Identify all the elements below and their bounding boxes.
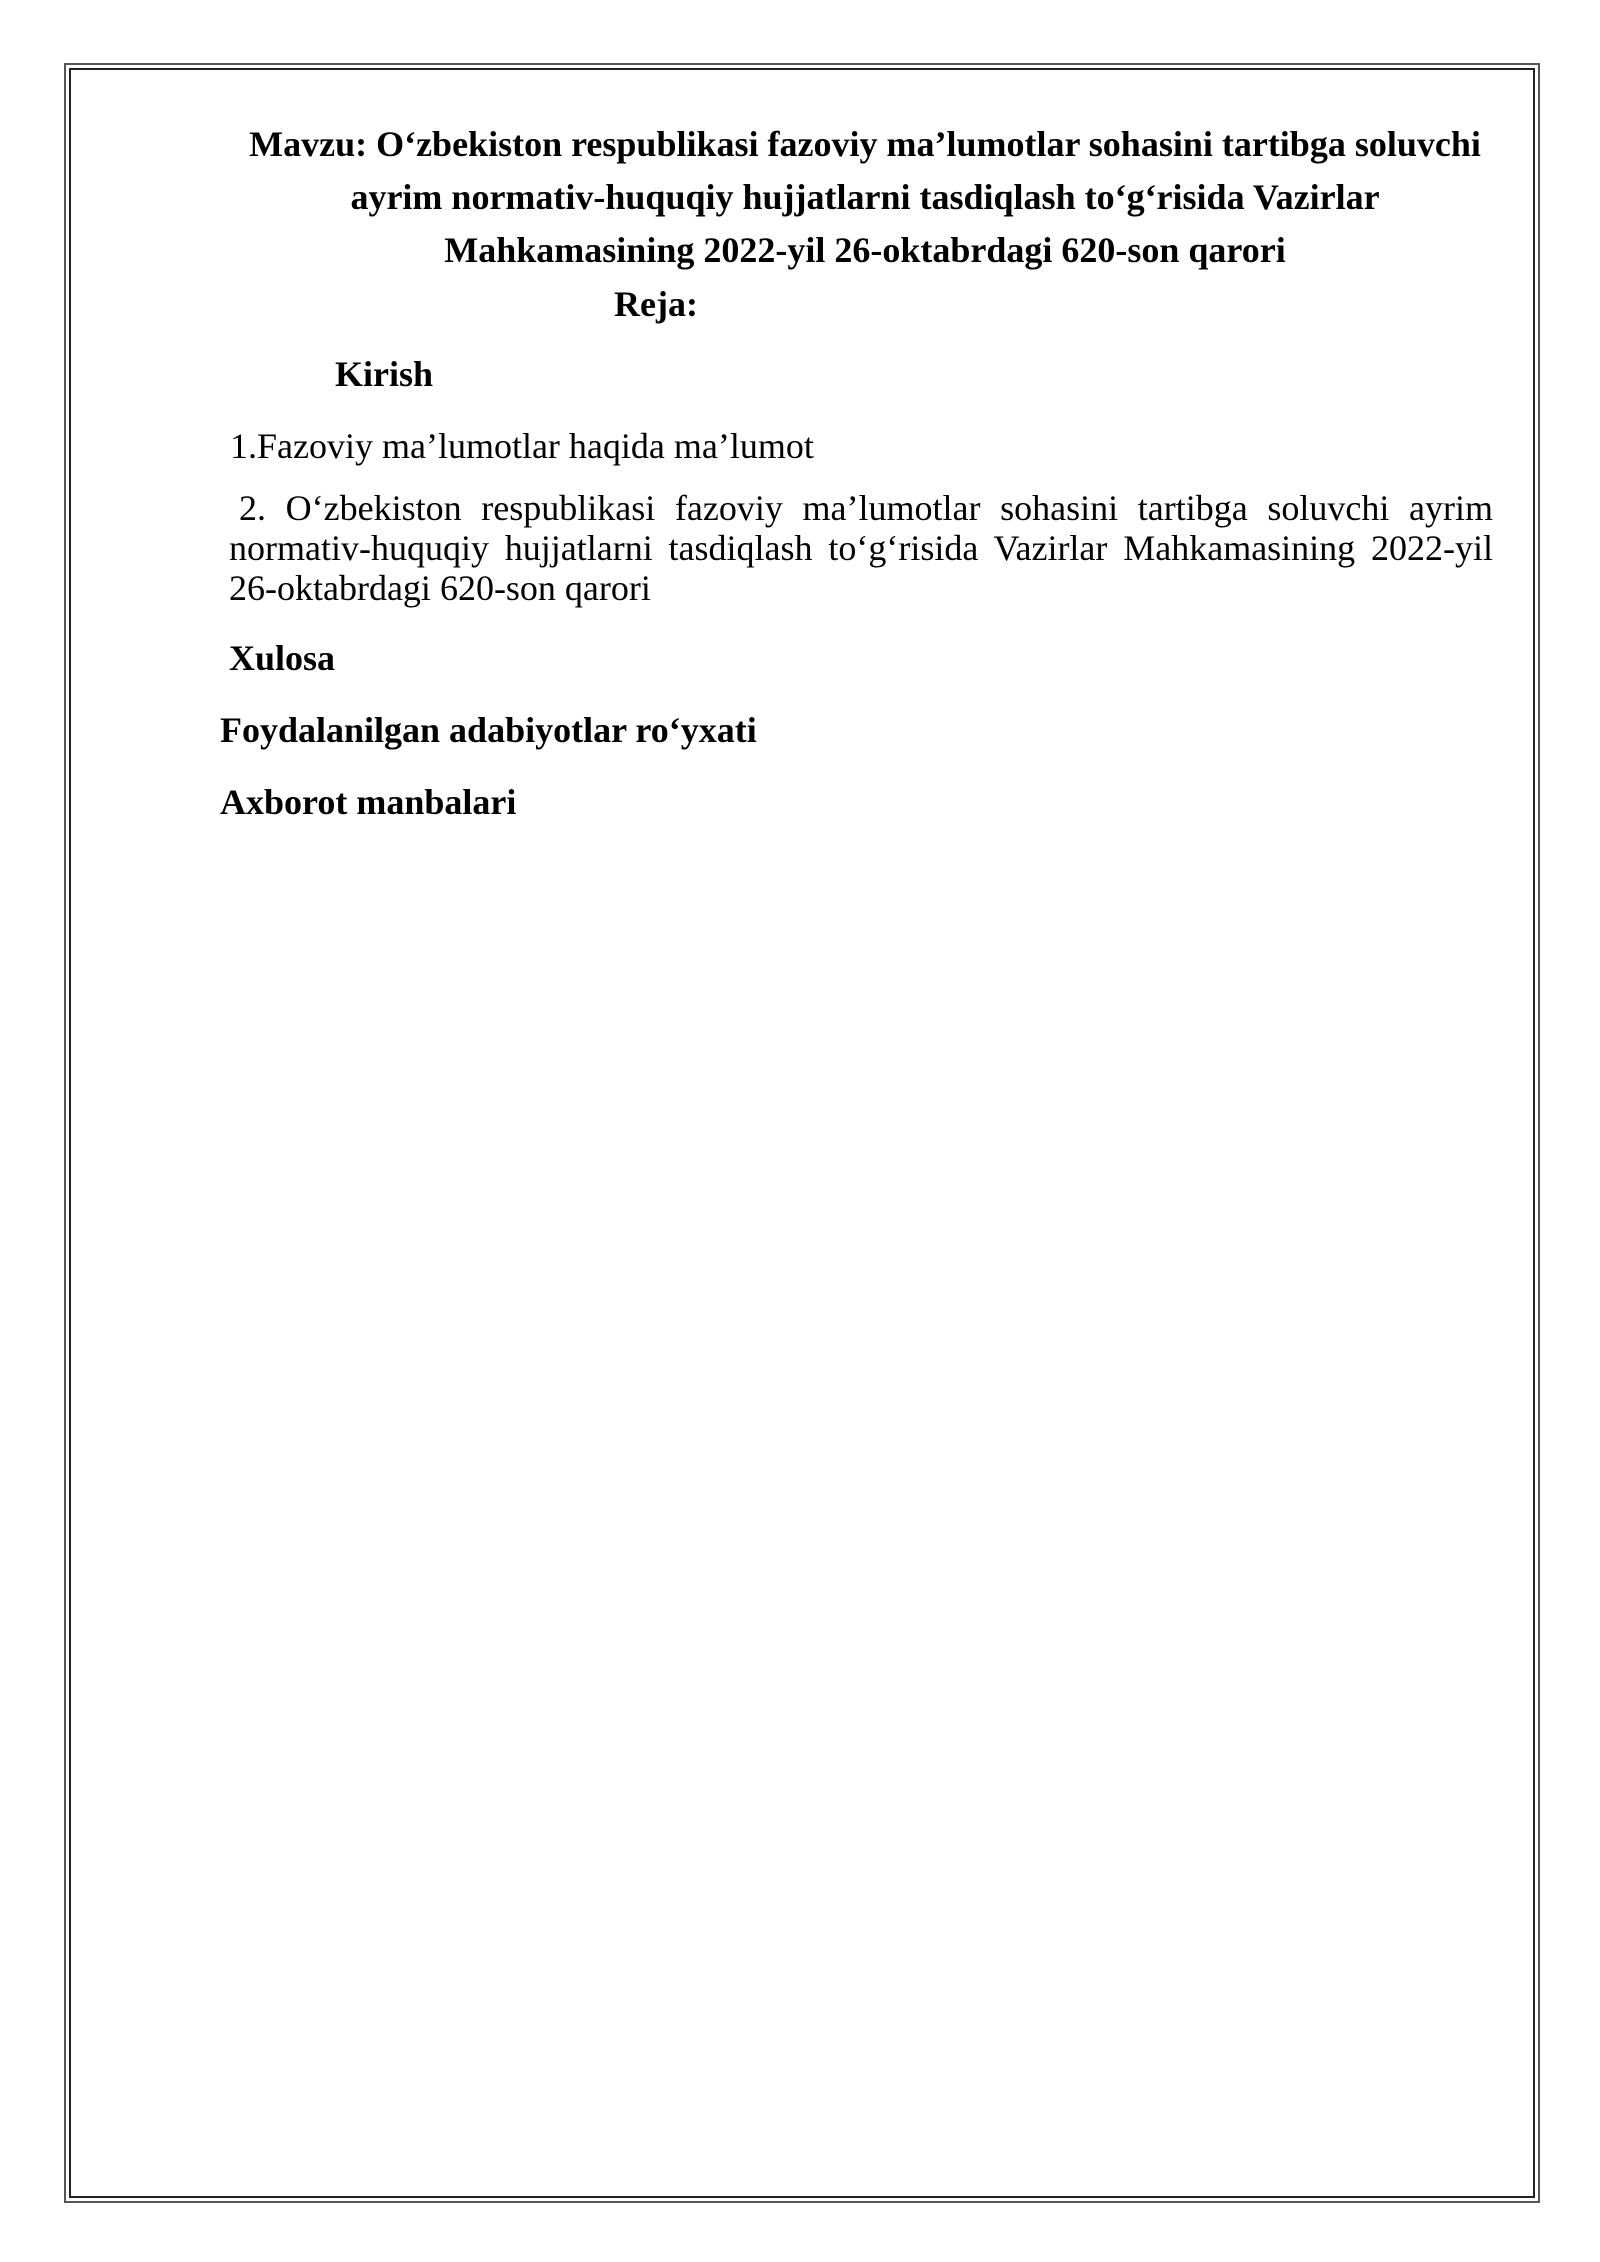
document-title: Mavzu: O‘zbekiston respublikasi fazoviy ma’lumotlar sohasini tartibga soluvchi ayrim normativ-huquqiy hujjatlarni tasdiqlash to‘g‘risida Vazirlar Mahkamasining 2022-yil 26-oktabrdagi 620-son qarori [249, 124, 1481, 270]
plan-item-2: 2. O‘zbekiston respublikasi fazoviy ma’lumotlar sohasini tartibga soluvchi ayrim normativ-huquqiy hujjatlarni tasdiqlash to‘g‘risida Vazirlar Mahkamasining 2022-yil 26-oktabrdagi 620-son qarori [229, 488, 1493, 608]
page-border-inner [69, 68, 1535, 2198]
section-introduction: Kirish [335, 354, 434, 394]
section-references: Foydalanilgan adabiyotlar ro‘yxati [220, 710, 757, 750]
plan-item-1: 1.Fazoviy ma’lumotlar haqida ma’lumot [230, 426, 814, 466]
section-information-sources: Axborot manbalari [220, 782, 517, 822]
plan-heading: Reja: [614, 284, 698, 324]
section-conclusion: Xulosa [229, 638, 336, 678]
